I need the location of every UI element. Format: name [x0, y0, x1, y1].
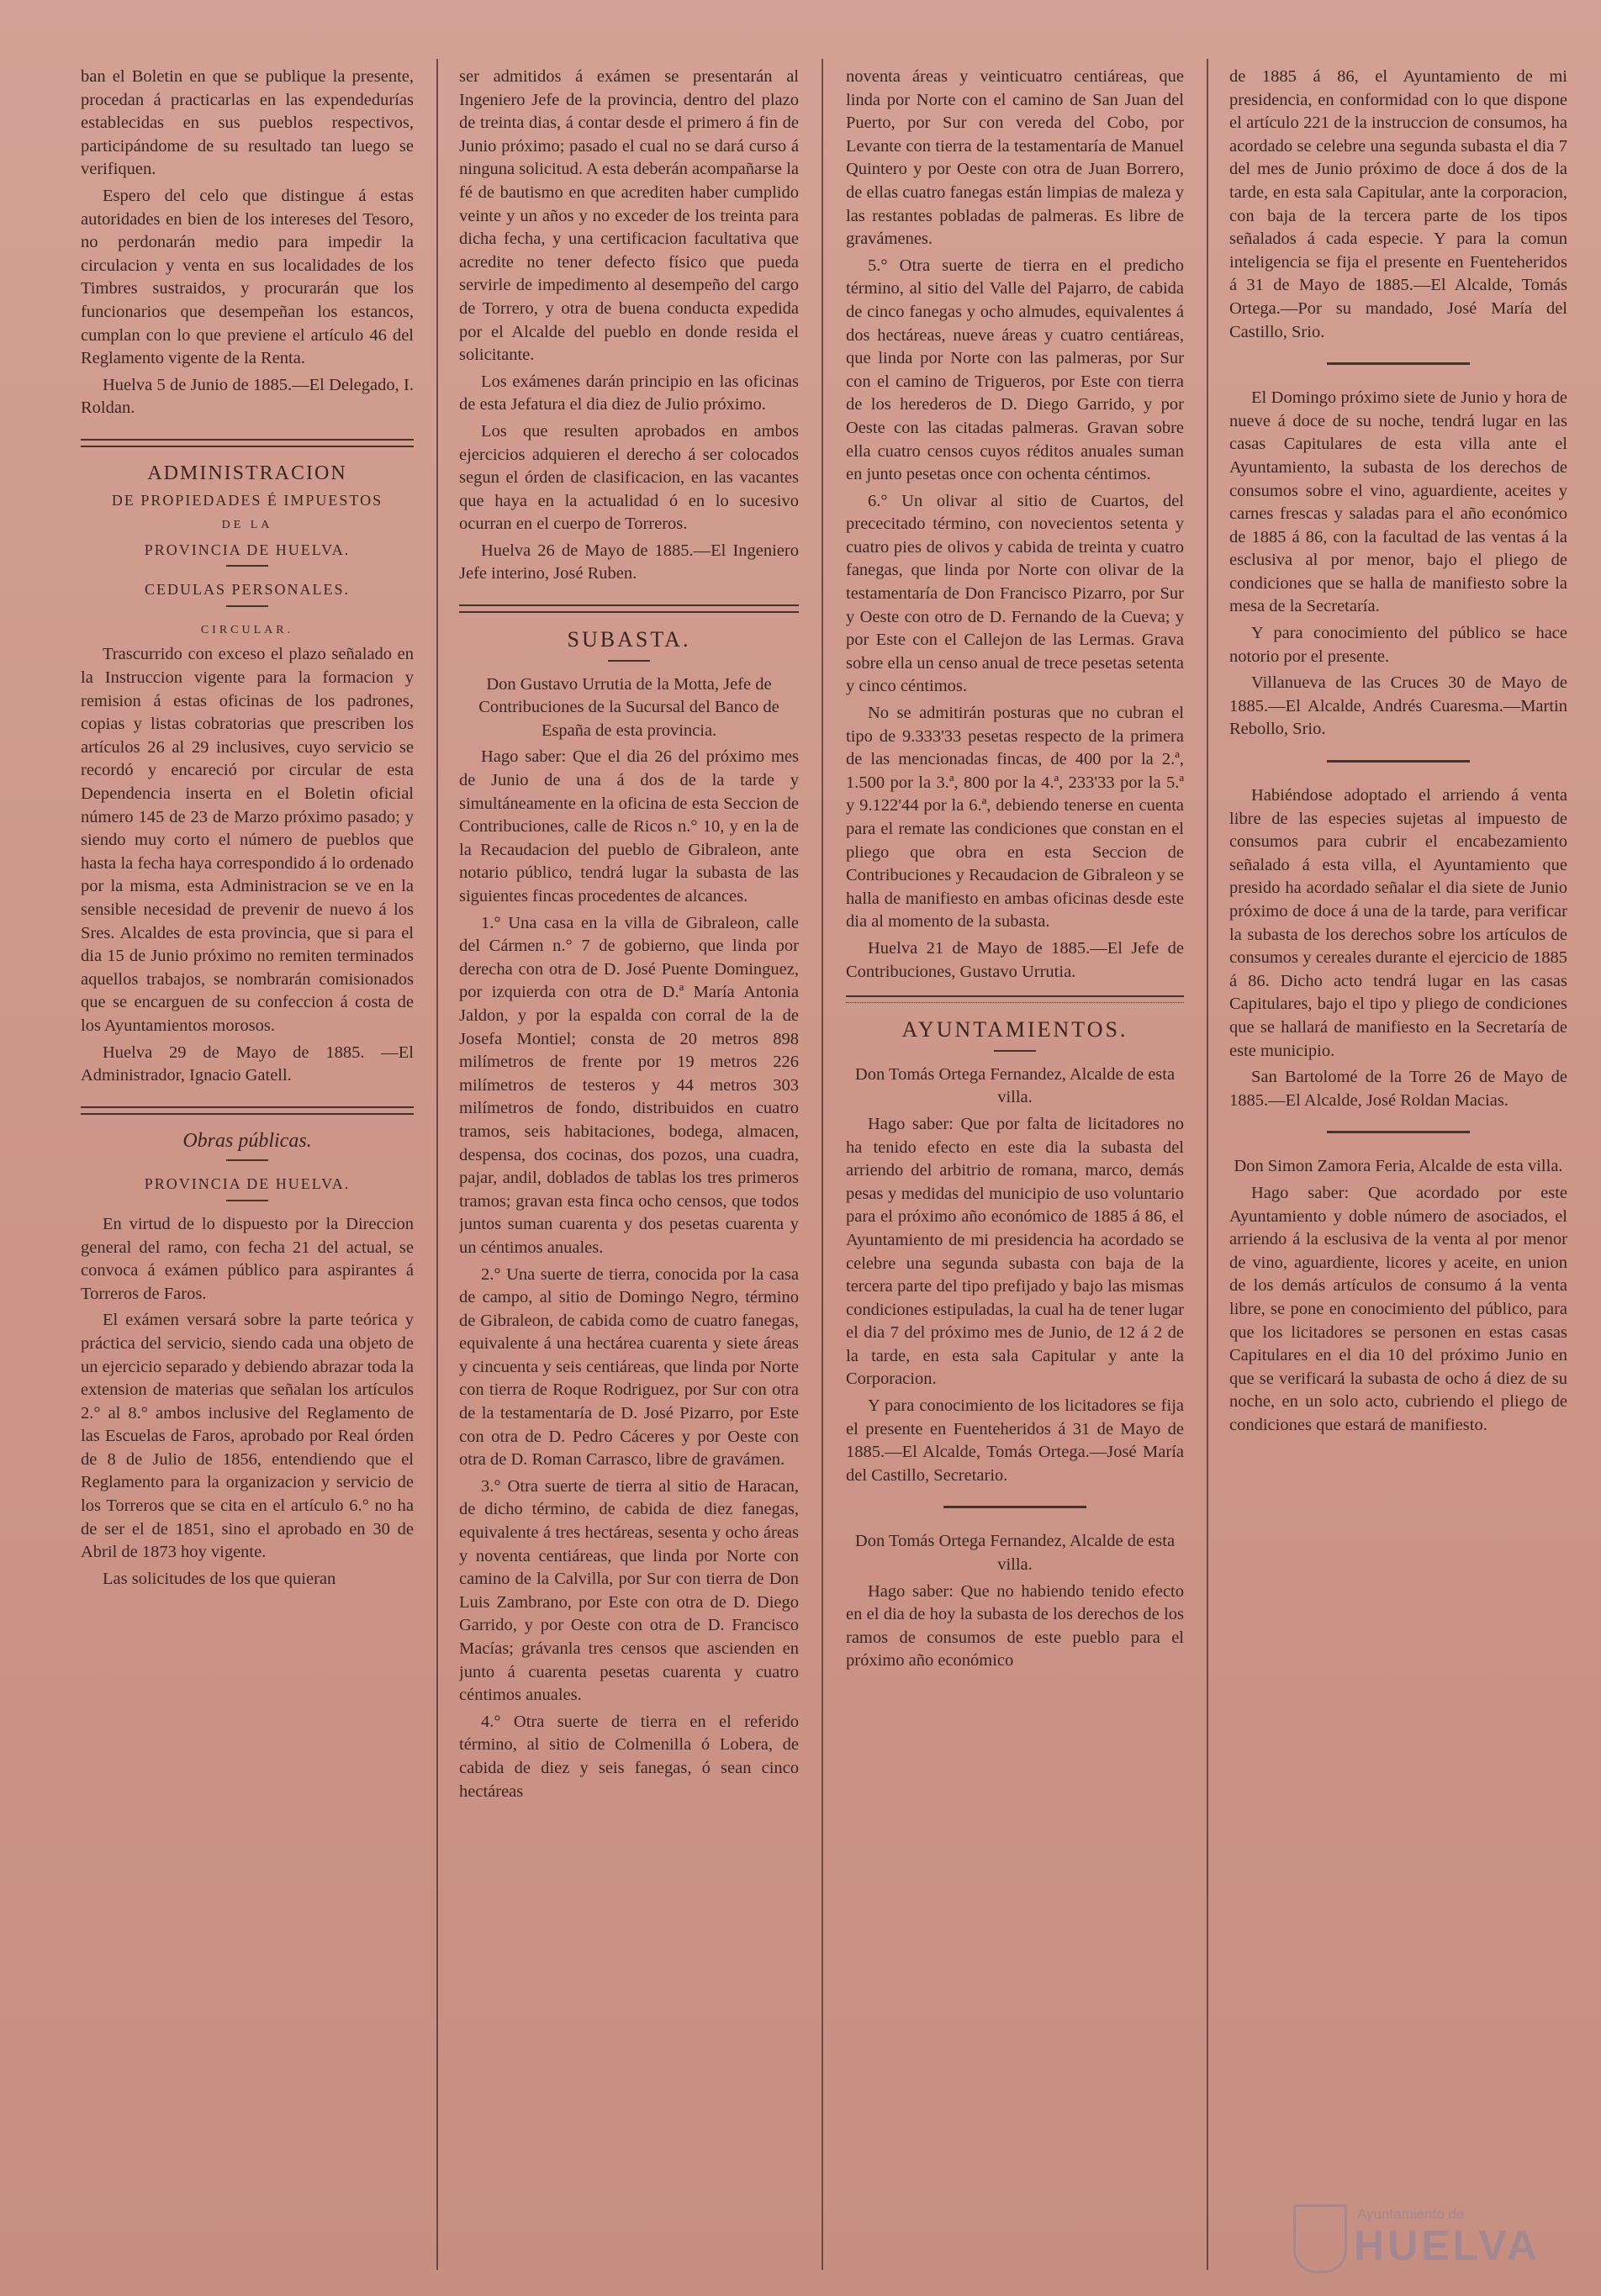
section-subheading: PROVINCIA DE HUELVA.	[144, 541, 351, 558]
column-divider	[1207, 59, 1208, 2270]
divider	[1327, 362, 1470, 365]
paragraph: Y para conocimiento del público se hace notorio por el presente.	[1229, 624, 1567, 666]
column-3	[846, 66, 1184, 2285]
section-subheading: DE LA	[221, 519, 273, 532]
paragraph: Hago saber: Que no habiendo tenido efecto en el dia de hoy la subasta de los derechos de los ramos de consumos de este pueblo para el próximo año económico	[846, 1581, 1184, 1671]
signature: Huelva 21 de Mayo de 1885.—El Jefe de Contribuciones, Gustavo Urrutia.	[846, 938, 1184, 981]
paragraph: de 1885 á 86, el Ayuntamiento de mi presidencia, en conformidad con lo que dispone el artículo 221 de la instruccion de consumos, ha acordado se celebre una segunda subasta el dia 7 del mes de Junio próximo de doce á dos de la tarde, en esta sala Capitular, ante la corporacion, con baja de la tercera parte de los tipos señalados á cada especie. Y para la comun inteligencia se fija el presente en Fuenteheridos á 31 de Mayo de 1885.—El Alcalde, Tomás Ortega.—Por su mandado, José María del Castillo, Srio.	[1229, 67, 1567, 341]
paragraph: Los que resulten aprobados en ambos ejercicios adquieren el derecho á ser colocados segun el órden de clasificacion, en las vacantes que haya en la actualidad ó en lo sucesivo ocurran en el cuerpo de Torreros.	[459, 421, 799, 534]
watermark-label: Ayuntamiento de	[1357, 2206, 1465, 2222]
divider	[226, 1159, 268, 1161]
divider	[226, 605, 268, 607]
divider	[608, 660, 650, 662]
paragraph: El Domingo próximo siete de Junio y hora de nueve á doce de su noche, tendrá lugar en las casas Capitulares de esta villa ante el Ayuntamiento, la subasta de los derechos de consumos sobre el vino, aguardiente, aceites y carnes frescas y saladas para el año económico de 1885 á 86, con la facultad de las ventas á la esclusiva al por menor, bajo el pliego de condiciones que se halla de manifiesto sobre la mesa de la Secretaría.	[1229, 388, 1567, 616]
paragraph: El exámen versará sobre la parte teórica y práctica del servicio, siendo cada una objeto de un ejercicio separado y debiendo abrazar toda la extension de materias que señalan los artículos 2.° al 8.° ambos inclusive del Reglamento de las Escuelas de Faros, aprobado por Real órden de 8 de Julio de 1856, entendiendo que el Reglamento para la organizacion y servicio de los Torreros que se cita en el artículo 6.° no ha de ser el de 1851, sino el aprobado en 30 de Abril de 1873 hoy vigente.	[81, 1311, 414, 1562]
divider	[1327, 760, 1470, 763]
section-heading: SUBASTA.	[567, 627, 691, 652]
section-rule	[846, 995, 1184, 1003]
paragraph: Habiéndose adoptado el arriendo á venta libre de las especies sujetas al impuesto de consumos para cubrir el encabezamiento señalado á esta villa, el Ayuntamiento que presido ha acordado señalar el dia siete de Junio próximo de doce á una de la tarde, para verificar la subasta de los derechos sobre los artículos de consumos y cereales durante el ejercicio de 1885 á 86. Dicho acto tendrá lugar en las casas Capitulares, bajo el tipo y pliego de condiciones que se hallará de manifiesto en la Secretaría de este municipio.	[1229, 786, 1567, 1060]
paragraph: 4.° Otra suerte de tierra en el referido término, al sitio de Colmenilla ó Lobera, de cabida de diez y seis fanegas, ó sean cinco hectáreas	[459, 1712, 799, 1801]
column-2	[459, 66, 799, 2285]
paragraph: En virtud de lo dispuesto por la Direccion general del ramo, con fecha 21 del actual, se convoca á exámen público para aspirantes á Torreros de Faros.	[81, 1214, 414, 1303]
paragraph: Don Gustavo Urrutia de la Motta, Jefe de Contribuciones de la Sucursal del Banco de España de esta provincia.	[478, 674, 779, 740]
paragraph: Y para conocimiento de los licitadores se fija el presente en Fuenteheridos á 31 de Mayo de 1885.—El Alcalde, Tomás Ortega.—José María del Castillo, Secretario.	[846, 1396, 1184, 1485]
section-heading: ADMINISTRACION	[147, 462, 347, 484]
paragraph: No se admitirán posturas que no cubran el tipo de 9.333'33 pesetas respecto de la primera de las mencionadas fincas, de 400 por la 2.ª, 1.500 por la 3.ª, 800 por la 4.ª, 233'33 por la 5.ª y 9.122'44 por la 6.ª, debiendo tenerse en cuenta para el remate las condiciones que constan en el pliego que obra en esta Seccion de Contribuciones y Recaudacion de Gibraleon y se halla de manifiesto en ambas oficinas desde este dia al momento de la subasta.	[846, 704, 1184, 932]
section-subheading: PROVINCIA DE HUELVA.	[144, 1175, 351, 1193]
watermark-title: HUELVA	[1354, 2222, 1541, 2269]
section-rule	[81, 439, 414, 447]
signature: Huelva 5 de Junio de 1885.—El Delegado, I. Roldan.	[81, 375, 414, 418]
paragraph: Don Tomás Ortega Fernandez, Alcalde de esta villa.	[854, 1064, 1176, 1107]
divider	[1327, 1131, 1470, 1133]
paragraph: ser admitidos á exámen se presentarán al Ingeniero Jefe de la provincia, dentro del plazo de treinta dias, á contar desde el primero á fin de Junio próximo; pasado el cual no se dará curso á ninguna solicitud. A esta deberán acompañarse la fé de bautismo en que acrediten haber cumplido veinte y un años y no exceder de los treinta para dicha fecha, y una certificacion facultativa que acredite no tener defecto físico que pueda servirle de impedimento al desempeño del cargo de Torrero, y otra de buena conducta expedida por el Alcalde del pueblo en donde resida el solicitante.	[459, 67, 799, 365]
archive-watermark	[1293, 2201, 1546, 2277]
signature: Huelva 26 de Mayo de 1885.—El Ingeniero Jefe interino, José Ruben.	[459, 541, 799, 583]
paragraph: Villanueva de las Cruces 30 de Mayo de 1885.—El Alcalde, Andrés Cuaresma.—Martin Rebollo, Srio.	[1229, 673, 1567, 739]
paragraph: Hago saber: Que el dia 26 del próximo mes de Junio de una á dos de la tarde y simultáneamente en la oficina de esta Seccion de Contribuciones, calle de Ricos n.° 10, y en la de la Recaudacion del pueblo de Gibraleon, ante notario público, tendrá lugar la subasta de las siguientes fincas procedentes de alcances.	[459, 747, 799, 905]
column-1	[81, 66, 414, 2285]
paragraph: Don Simon Zamora Feria, Alcalde de esta villa.	[1234, 1157, 1563, 1176]
section-subheading: CIRCULAR.	[200, 623, 294, 636]
paragraph: noventa áreas y veinticuatro centiáreas, que linda por Norte con el camino de San Juan del Puerto, por Sur con vereda del Cobo, por Levante con tierra de la testamentaría de Manuel Quintero y por Oeste con otra de Juan Borrero, de ellas cuatro fanegas están limpias de maleza y las restantes pobladas de palmeras. Es libre de gravámenes.	[846, 67, 1184, 249]
paragraph: Hago saber: Que por falta de licitadores no ha tenido efecto en este dia la subasta del arriendo del arbitrio de romana, marco, demás pesas y medidas del municipio de uso voluntario para el próximo año económico de 1885 á 86, el Ayuntamiento de mi presidencia ha acordado se celebre una segunda subasta con baja de la tercera parte del tipo prefijado y bajo las mismas condiciones estipuladas, la cual ha de tener lugar el dia 7 del próximo mes de Junio, de 12 á 2 de la tarde, en esta sala Capitular y ante la Corporacion.	[846, 1114, 1184, 1389]
paragraph: ban el Boletin en que se publique la presente, procedan á practicarlas en las expendedurías establecidas en sus pueblos respectivos, participándome de su resultado tan luego se verifiquen.	[81, 67, 414, 179]
section-heading: AYUNTAMIENTOS.	[901, 1017, 1128, 1042]
paragraph: 2.° Una suerte de tierra, conocida por la casa de campo, al sitio de Domingo Negro, término de Gibraleon, de cabida como de cuatro fanegas, equivalente á una hectárea cuarenta y siete áreas y cincuenta y seis centiáreas, que linda por Norte con tierra de Roque Rodriguez, por Sur con otra de la testamentaría de D. José Pizarro, por Este con otra de D. Pedro Cáceres y por Oeste con otra de D. Roman Carrasco, libre de gravámen.	[459, 1264, 799, 1470]
divider	[226, 565, 268, 567]
paragraph: Los exámenes darán principio en las oficinas de esta Jefatura el dia diez de Julio próximo.	[459, 372, 799, 414]
divider	[943, 1506, 1086, 1508]
column-divider	[822, 59, 823, 2270]
huelva-crest-icon	[1293, 2204, 1347, 2273]
section-rule	[459, 604, 799, 613]
paragraph: San Bartolomé de la Torre 26 de Mayo de 1885.—El Alcalde, José Roldan Macias.	[1229, 1068, 1567, 1110]
section-heading: Obras públicas.	[182, 1129, 312, 1152]
paragraph: Hago saber: Que acordado por este Ayuntamiento y doble número de asociados, el arriendo á la esclusiva de la venta al por menor de vino, aguardiente, licores y aceite, en union de los demás artículos de consumo á la venta libre, se pone en conocimiento del público, para que los licitadores se personen en estas casas Capitulares en el dia 10 del próximo Junio en que se verificará la subasta de ocho á diez de su noche, en un solo acto, cubriendo el pliego de condiciones que estará de manifiesto.	[1229, 1183, 1567, 1434]
paragraph: 1.° Una casa en la villa de Gibraleon, calle del Cármen n.° 7 de gobierno, que linda por derecha con otra de D. José Puente Dominguez, por izquierda con otra de D.ª María Antonia Jaldon, y por la espalda con corral de la de Josefa Montiel; consta de 20 metros 898 milímetros de frente por 19 metros 226 milímetros de testeros y 44 metros 303 milímetros de fondo, distribuidos en cuatro tramos, seis habitaciones, bodega, almacen, despensa, dos cocinas, dos pozos, una cuadra, pajar, andil, doblados de tablas los tres primeros tramos; gravan esta finca ocho censos, que todos juntos suman cuarenta y dos pesetas cuarenta y un céntimos anuales.	[459, 913, 799, 1257]
section-subheading: CEDULAS PERSONALES.	[144, 581, 351, 599]
signature: Huelva 29 de Mayo de 1885. —El Administrador, Ignacio Gatell.	[81, 1042, 414, 1085]
paragraph: 5.° Otra suerte de tierra en el predicho término, al sitio del Valle del Pajarro, de cabida de cinco fanegas y ocho almudes, equivalentes á dos hectáreas, nueve áreas y cuatro centiáreas, que linda por Norte con las palmeras, por Sur con el camino de Trigueros, por Este con tierra de los herederos de D. Diego Garrido, y por Oeste con las citadas palmeras. Gravan sobre ella cuatro censos cuyos réditos anuales suman en junto pesetas once con ochenta céntimos.	[846, 256, 1184, 484]
section-rule	[81, 1106, 414, 1115]
paragraph: Trascurrido con exceso el plazo señalado en la Instruccion vigente para la formacion y remision á estas oficinas de los padrones, copias y listas cobratorias que prescriben los artículos 26 al 29 inclusives, cuyo servicio se recordó y encareció por circular de esta Dependencia inserta en el Boletin oficial número 145 de 23 de Marzo próximo pasado; y siendo muy corto el número de pueblos que hasta la fecha haya correspondido á lo ordenado por la misma, esta Administracion se ve en la sensible necesidad de prevenir de nuevo á los Sres. Alcaldes de esta provincia, que si para el dia 15 de Junio próximo no remiten terminados aquellos trabajos, se nombrarán comisionados que se encarguen de su confeccion á costa de los Ayuntamientos morosos.	[81, 645, 414, 1035]
column-divider	[436, 59, 438, 2270]
divider	[226, 1200, 268, 1201]
paragraph: 6.° Un olivar al sitio de Cuartos, del prececitado término, con novecientos setenta y cuatro pies de olivos y cabida de treinta y cuatro fanegas, que linda por Norte con olivar de la testamentaría de Don Francisco Pizarro, por Sur y Oeste con otro de D. Fernando de la Cueva; y por Este con el Callejon de las Lermas. Grava sobre ella un censo anual de trece pesetas setenta y cinco céntimos.	[846, 491, 1184, 696]
section-subheading: DE PROPIEDADES É IMPUESTOS	[111, 491, 383, 509]
paragraph: Las solicitudes de los que quieran	[103, 1569, 336, 1588]
paragraph: Espero del celo que distingue á estas autoridades en bien de los intereses del Tesoro, no perdonarán medio para impedir la circulacion y venta en sus localidades de los Timbres sustraidos, y procurarán que los funcionarios que desempeñan los estancos, cumplan con lo que previene el artículo 46 del Reglamento vigente de la Renta.	[81, 186, 414, 368]
divider	[994, 1050, 1036, 1052]
paragraph: Don Tomás Ortega Fernandez, Alcalde de esta villa.	[854, 1532, 1176, 1575]
paragraph: 3.° Otra suerte de tierra al sitio de Haracan, de dicho término, de cabida de diez fanegas, equivalente á tres hectáreas, sesenta y ocho áreas y noventa centiáreas, que linda por Norte con camino de la Calvilla, por Sur con tierra de Don Luis Zambrano, por Este con otra de D. Diego Garrido, y por Oeste con otra de D. Francisco Macías; grávanla tres censos que ascienden en junto á cuarenta pesetas cuarenta y cuatro céntimos anuales.	[459, 1476, 799, 1705]
column-4	[1229, 66, 1567, 2285]
